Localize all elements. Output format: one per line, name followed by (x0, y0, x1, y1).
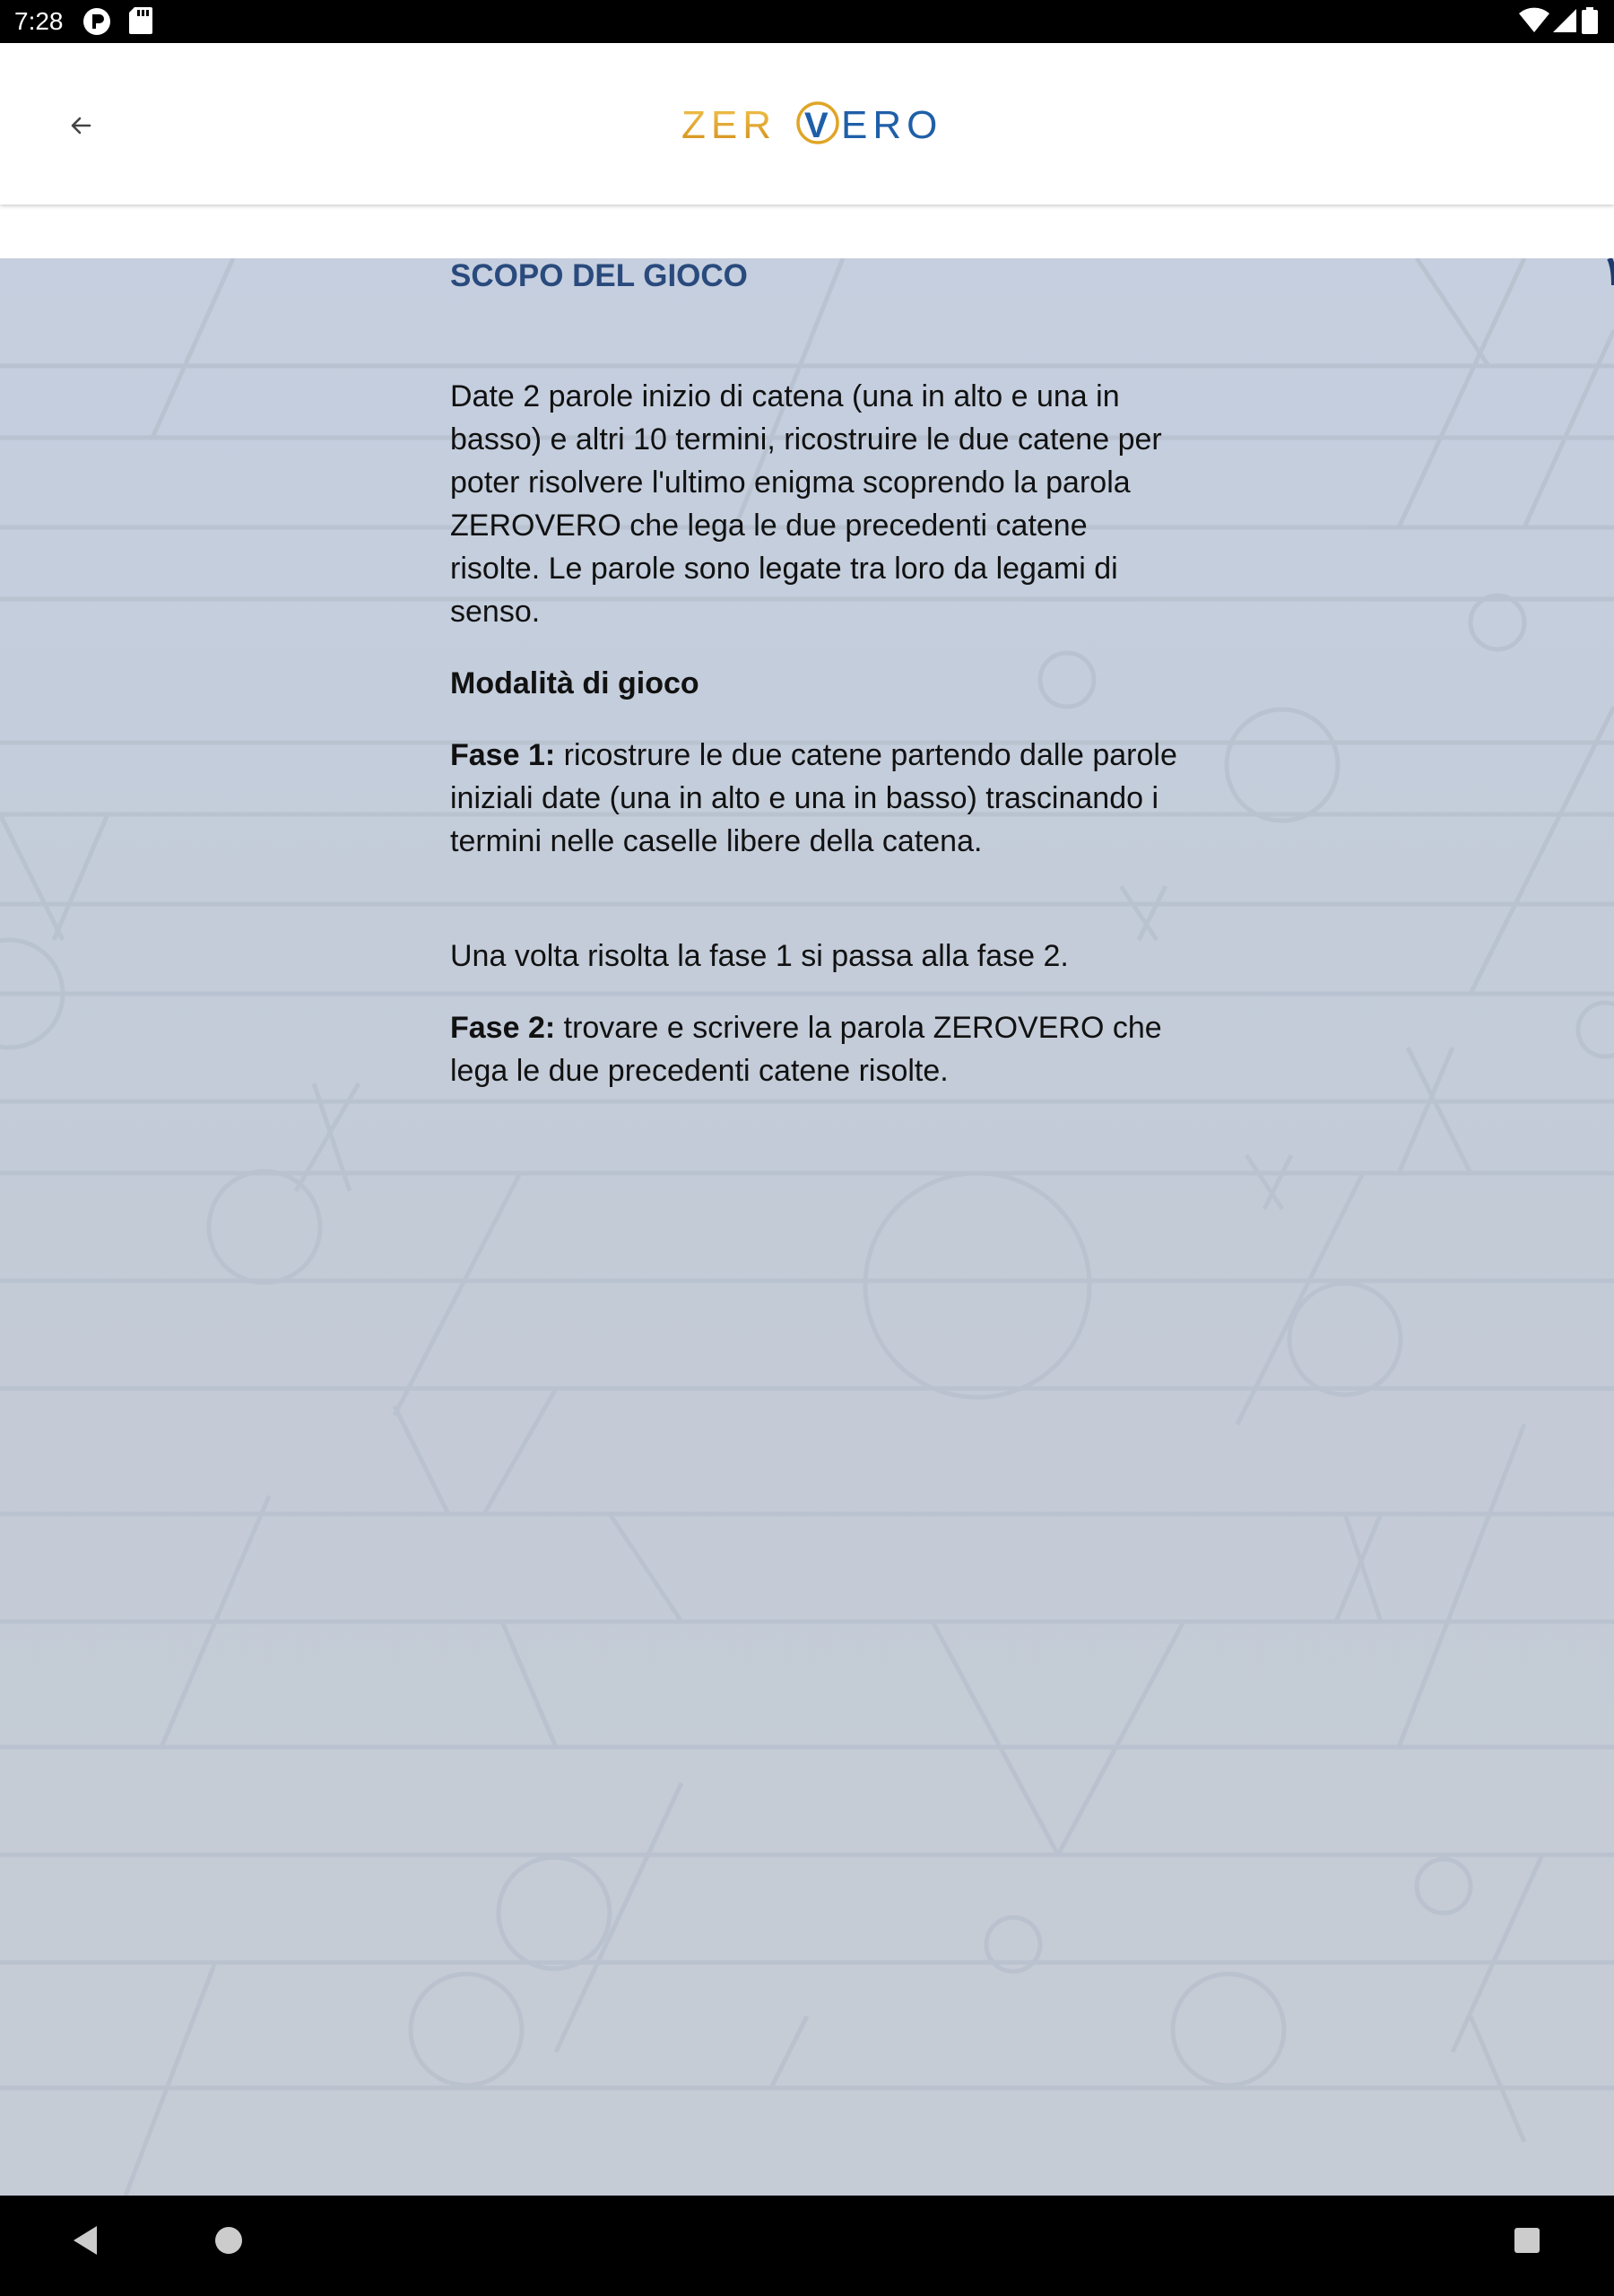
status-bar (0, 0, 1614, 43)
triangle-back-icon (70, 2222, 100, 2258)
intro-paragraph: Date 2 parole inizio di catena (una in alto e una in basso) e altri 10 termini, ricostruire le due catene per poter risolvere l'ultimo enigma scoprendo la parola ZEROVERO che lega le due precedenti catene risolte. Le parole sono legate tra loro da legami di senso. (450, 379, 1162, 629)
phase1-label: Fase 1: (450, 738, 556, 772)
phase2-paragraph (450, 1006, 1185, 1092)
cell-signal-icon (1551, 7, 1576, 39)
back-button[interactable] (54, 99, 108, 152)
logo-text-gold: ZER (681, 103, 777, 147)
nav-home-button[interactable] (213, 2222, 244, 2263)
notification-app-icon (82, 7, 111, 40)
logo-mark: V (804, 106, 829, 145)
nav-recents-button[interactable] (1512, 2222, 1542, 2263)
nav-back-button[interactable] (70, 2222, 100, 2263)
wifi-icon (1519, 7, 1549, 39)
phase2-label: Fase 2: (450, 1011, 556, 1045)
header-spacer (0, 204, 1614, 258)
mode-heading: Modalità di gioco (450, 666, 699, 700)
sd-card-icon (129, 7, 152, 39)
battery-icon (1582, 7, 1598, 39)
transition-paragraph: Una volta risolta la fase 1 si passa alla fase 2. (450, 939, 1069, 973)
phase2-text: trovare e scrivere la parola ZEROVERO che lega le due precedenti catene risolte. (450, 1011, 1162, 1088)
zerovero-logo (681, 97, 959, 151)
square-recents-icon (1512, 2222, 1542, 2258)
phase1-text: ricostrure le due catene partendo dalle parole iniziali date (una in alto e una in basso) trascinando i termini nelle caselle libere della catena. (450, 738, 1177, 858)
status-time: 7:28 (14, 7, 64, 35)
logo-text-blue: ERO (841, 103, 943, 147)
section-title: SCOPO DEL GIOCO (450, 258, 748, 293)
navigation-bar (0, 2196, 1614, 2296)
back-arrow-icon (68, 113, 93, 138)
app-bar (0, 43, 1614, 204)
circle-home-icon (213, 2222, 244, 2258)
phase1-paragraph (450, 734, 1185, 863)
